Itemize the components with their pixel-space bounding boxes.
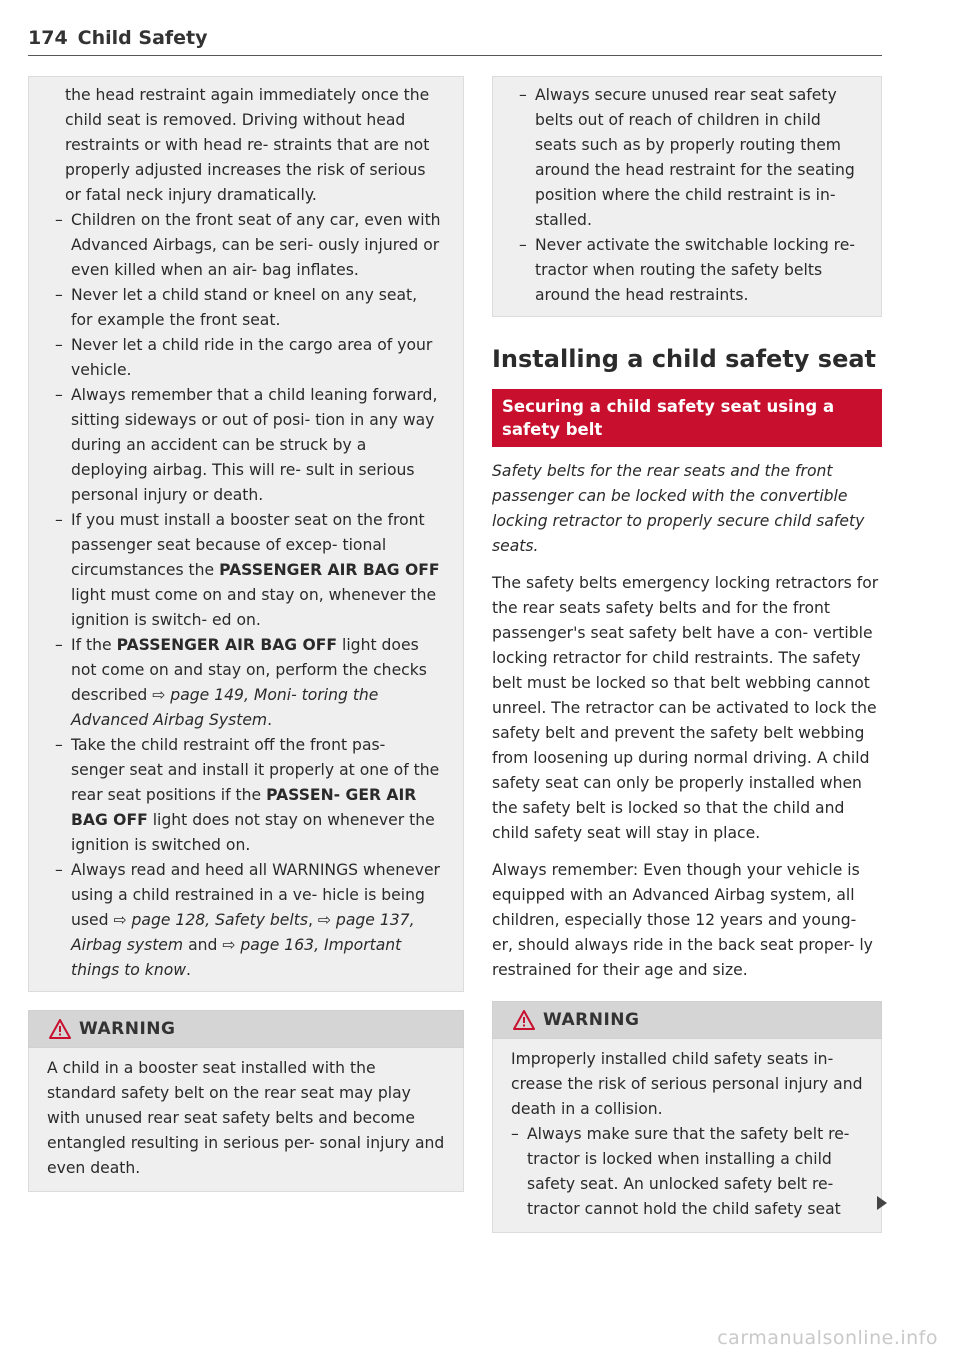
warning-text: A child in a booster seat installed with the standard safety belt on the rear seat may play with unused rear seat safety belts and become entangled resulting in serious per- sonal injury and even death.: [47, 1059, 445, 1177]
list-item: – Never activate the switchable locking re- tractor when routing the safety belts around the head restraints.: [519, 233, 861, 308]
continued-arrow-icon: [877, 1196, 887, 1210]
section-heading: Installing a child safety seat: [492, 345, 877, 373]
warning-triangle-icon: [49, 1019, 71, 1039]
page-reference-link[interactable]: ⇨ page 128, Safety belts: [113, 911, 308, 929]
warning-box: [28, 1010, 464, 1192]
warning-title: WARNING: [79, 1019, 176, 1039]
watermark: carmanualsonline.info: [717, 1327, 938, 1349]
warning-body: [28, 1048, 464, 1192]
page-number: 174: [28, 27, 68, 49]
warning-header: [28, 1010, 464, 1048]
continuation-text: the head restraint again immediately once the child seat is removed. Driving without head restraints or with head re- straints that are not properly adjusted increases the risk of serious or fatal neck injury dramatically.: [65, 86, 430, 204]
list-item: – If the PASSENGER AIR BAG OFF light does not come on and stay on, perform the checks described ⇨ page 149, Moni- toring the Advanced Airbag System.: [55, 633, 443, 733]
section-name: Child Safety: [77, 27, 208, 49]
subsection-heading: Securing a child safety seat using a safety belt: [492, 389, 882, 447]
list-item: – Never let a child ride in the cargo area of your vehicle.: [55, 333, 443, 383]
list-item: – Children on the front seat of any car, even with Advanced Airbags, can be seri- ously injured or even killed when an air- bag inflates.: [55, 208, 443, 283]
list-item: – Always make sure that the safety belt re- tractor is locked when installing a child safety seat. An unlocked safety belt re- tractor cannot hold the child safety seat: [511, 1122, 863, 1222]
list-item: – If you must install a booster seat on the front passenger seat because of excep- tional circumstances the PASSENGER AIR BAG OFF light must come on and stay on, whenever the ignition is switch- ed on.: [55, 508, 443, 633]
list-item: – Take the child restraint off the front pas- senger seat and install it properly at one of the rear seat positions if the PASSEN- GER AIR BAG OFF light does not stay on whenever the ignition is switched on.: [55, 733, 443, 858]
warning-list: [519, 83, 861, 308]
warning-list: [511, 1122, 863, 1222]
warning-continuation-box: [28, 76, 464, 992]
warning-text: Improperly installed child safety seats in- crease the risk of serious personal injury and death in a collision.: [511, 1050, 863, 1118]
body-paragraph: The safety belts emergency locking retractors for the rear seats safety belts and for the front passenger's seat safety belt have a con- vertible locking retractor for child restraints. The safety belt must be locked so that belt webbing cannot unreel. The retractor can be activated to lock the safety belt and prevent the safety belt webbing from loosening up during normal driving. A child safety seat can only be properly installed when the safety belt is locked so that the child and child safety seat will stay in place.: [492, 574, 879, 842]
warning-title: WARNING: [543, 1010, 640, 1030]
list-item: – Always read and heed all WARNINGS whenever using a child restrained in a ve- hicle is being used ⇨ page 128, Safety belts, ⇨ page 137, Airbag system and ⇨ page 163, Important things to know.: [55, 858, 443, 983]
body-paragraph: Always remember: Even though your vehicle is equipped with an Advanced Airbag system, all children, especially those 12 years and young- er, should always ride in the back seat proper- ly restrained for their age and size.: [492, 861, 873, 979]
page-header: [28, 22, 882, 56]
list-item: – Always remember that a child leaning forward, sitting sideways or out of posi- tion in any way during an accident can be struck by a deploying airbag. This will re- sult in serious personal injury or death.: [55, 383, 443, 508]
intro-text: Safety belts for the rear seats and the front passenger can be locked with the convertible locking retractor to properly secure child safety seats.: [492, 462, 865, 555]
list-item: – Always secure unused rear seat safety belts out of reach of children in child seats such as by properly routing them around the head restraint for the seating position where the child restraint is in- stalled.: [519, 83, 861, 233]
warning-list: [55, 208, 443, 983]
page-reference-link[interactable]: ⇨ page 149, Moni- toring the Advanced Airbag System: [71, 686, 379, 729]
page-reference-link[interactable]: ⇨ page 163, Important things to know: [71, 936, 402, 979]
left-column: [28, 76, 464, 1192]
page-reference-link[interactable]: ⇨ page 137, Airbag system: [71, 911, 415, 954]
right-column: [492, 76, 882, 1233]
warning-body: [492, 1039, 882, 1233]
warning-triangle-icon: [513, 1010, 535, 1030]
list-item: – Never let a child stand or kneel on any seat, for example the front seat.: [55, 283, 443, 333]
warning-header: [492, 1001, 882, 1039]
warning-continuation-box: [492, 76, 882, 317]
warning-box: [492, 1001, 882, 1233]
